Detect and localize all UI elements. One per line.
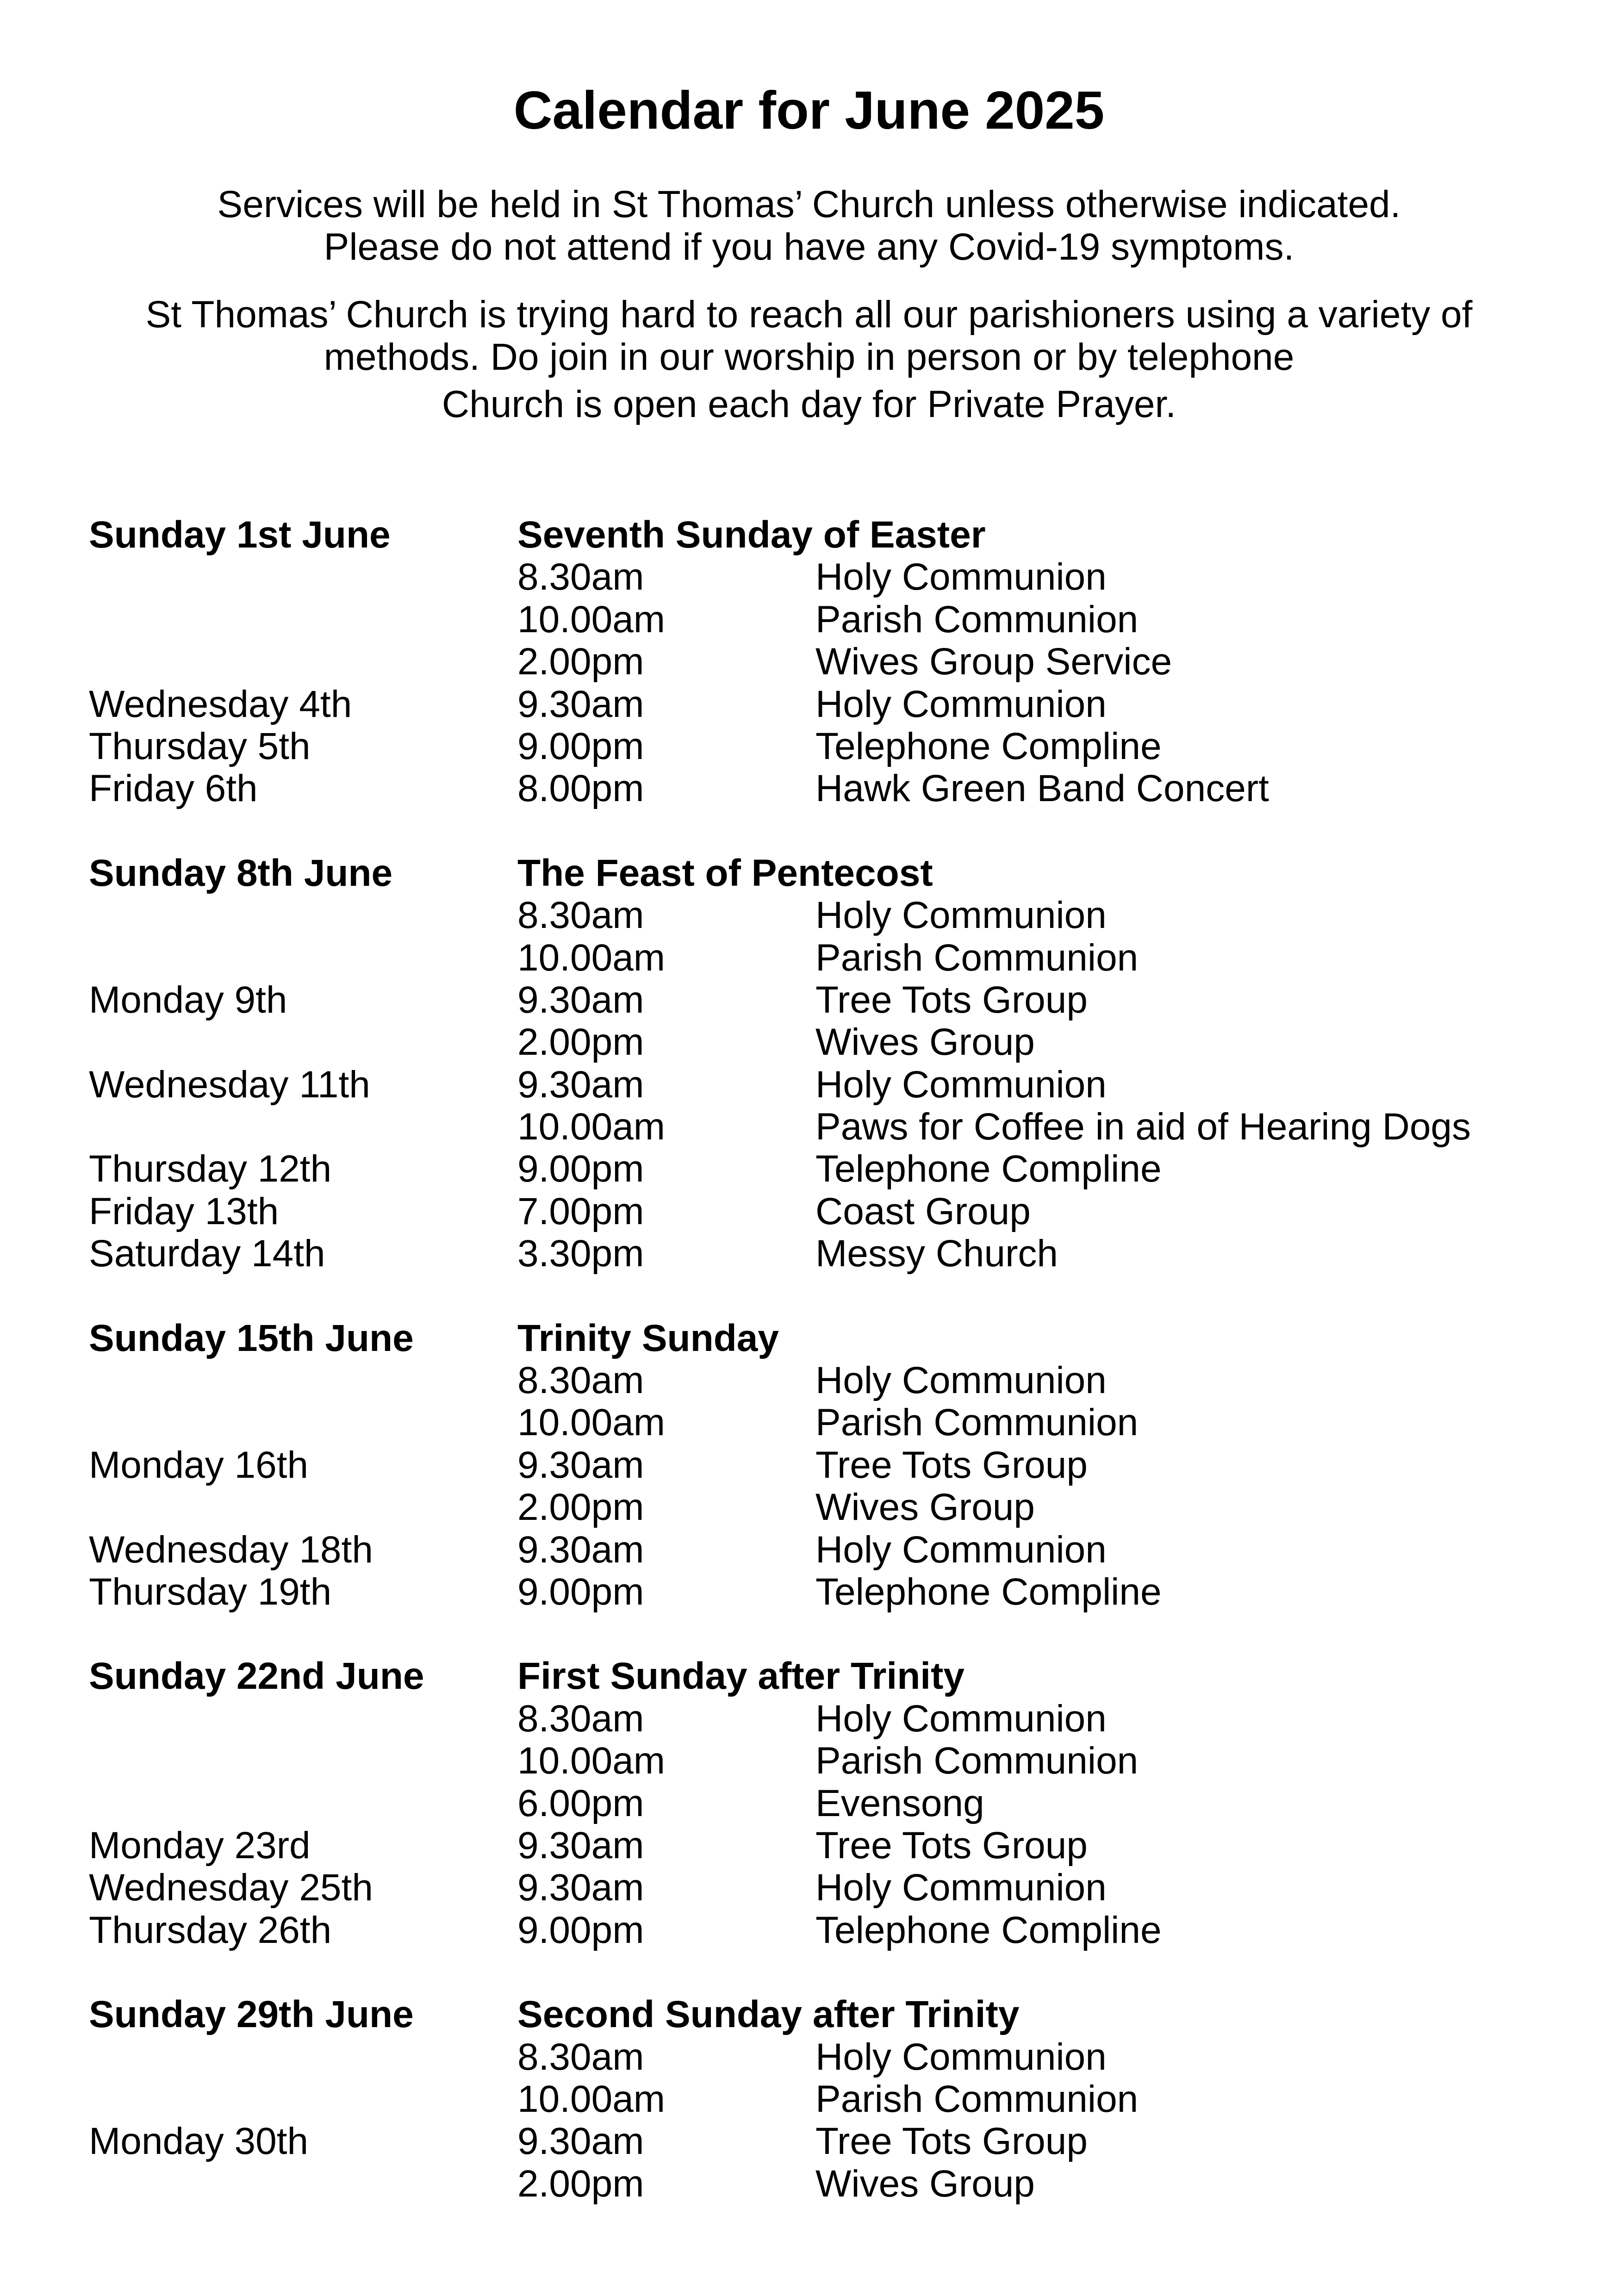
entry-event: Wives Group: [815, 1486, 1035, 1529]
sunday-occasion: The Feast of Pentecost: [517, 852, 933, 894]
entry-event: Parish Communion: [815, 598, 1139, 641]
schedule-row: [89, 1190, 1570, 1232]
schedule-row: [89, 1909, 1570, 1951]
entry-day: Monday 23rd: [89, 1824, 311, 1867]
schedule-row: [89, 556, 1570, 598]
week-block: [89, 1317, 1570, 1613]
entry-event: Tree Tots Group: [815, 2120, 1088, 2163]
sunday-row: [89, 1655, 1570, 1697]
entry-event: Holy Communion: [815, 1359, 1107, 1402]
sunday-row: [89, 1993, 1570, 2035]
schedule-row: [89, 2120, 1570, 2162]
entry-time: 10.00am: [517, 936, 666, 979]
schedule-row: [89, 1740, 1570, 1782]
sunday-occasion: Seventh Sunday of Easter: [517, 514, 986, 556]
entry-time: 9.30am: [517, 2120, 644, 2163]
entry-time: 9.30am: [517, 1444, 644, 1486]
schedule-row: [89, 979, 1570, 1021]
entry-event: Hawk Green Band Concert: [815, 767, 1269, 810]
entry-time: 7.00pm: [517, 1190, 644, 1232]
entry-event: Parish Communion: [815, 1401, 1139, 1444]
page-title: Calendar for June 2025: [513, 80, 1105, 140]
entry-day: Monday 30th: [89, 2120, 309, 2163]
entry-day: Monday 9th: [89, 978, 287, 1021]
entry-event: Holy Communion: [815, 1697, 1107, 1740]
schedule-row: [89, 1824, 1570, 1867]
schedule-row: [89, 1529, 1570, 1571]
entry-event: Tree Tots Group: [815, 1444, 1088, 1486]
schedule-row: [89, 1486, 1570, 1528]
sunday-date: Sunday 1st June: [89, 514, 391, 556]
entry-event: Messy Church: [815, 1232, 1058, 1275]
entry-time: 9.30am: [517, 683, 644, 725]
entry-day: Thursday 19th: [89, 1570, 332, 1613]
schedule-row: [89, 641, 1570, 683]
entry-time: 9.00pm: [517, 1909, 644, 1951]
entry-day: Wednesday 18th: [89, 1528, 373, 1571]
entry-time: 2.00pm: [517, 1021, 644, 1064]
schedule-row: [89, 2163, 1570, 2205]
entry-day: Wednesday 4th: [89, 683, 352, 725]
entry-time: 2.00pm: [517, 2162, 644, 2205]
entry-day: Wednesday 11th: [89, 1063, 370, 1106]
entry-event: Holy Communion: [815, 556, 1107, 598]
entry-time: 8.30am: [517, 1697, 644, 1740]
sunday-occasion: Trinity Sunday: [517, 1317, 779, 1359]
entry-time: 8.30am: [517, 894, 644, 937]
schedule-row: [89, 1232, 1570, 1275]
entry-time: 10.00am: [517, 1106, 666, 1148]
entry-event: Telephone Compline: [815, 1570, 1162, 1613]
entry-time: 8.30am: [517, 2035, 644, 2078]
entry-time: 10.00am: [517, 1740, 666, 1782]
week-block: [89, 1655, 1570, 1951]
sunday-date: Sunday 22nd June: [89, 1655, 424, 1698]
entry-event: Tree Tots Group: [815, 978, 1088, 1021]
entry-time: 8.30am: [517, 556, 644, 598]
entry-event: Paws for Coffee in aid of Hearing Dogs: [815, 1106, 1471, 1148]
entry-time: 9.30am: [517, 1824, 644, 1867]
schedule-row: [89, 1867, 1570, 1909]
schedule-row: [89, 1782, 1570, 1824]
sunday-date: Sunday 8th June: [89, 852, 393, 894]
week-block: [89, 852, 1570, 1275]
entry-day: Thursday 12th: [89, 1148, 332, 1190]
intro-line-private-prayer: Church is open each day for Private Prayer.: [442, 383, 1176, 425]
schedule-row: [89, 1571, 1570, 1613]
entry-event: Telephone Compline: [815, 1909, 1162, 1951]
entry-event: Wives Group Service: [815, 641, 1172, 683]
entry-time: 9.00pm: [517, 1570, 644, 1613]
sunday-row: [89, 1317, 1570, 1359]
entry-time: 10.00am: [517, 2078, 666, 2120]
sunday-occasion: First Sunday after Trinity: [517, 1655, 965, 1698]
entry-time: 9.00pm: [517, 1148, 644, 1190]
intro-line-venue: Services will be held in St Thomas’ Church unless otherwise indicated.: [217, 183, 1401, 225]
entry-day: Thursday 5th: [89, 725, 311, 767]
entry-event: Evensong: [815, 1782, 984, 1824]
service-schedule: [89, 514, 1570, 2205]
sunday-row: [89, 514, 1570, 556]
sunday-row: [89, 852, 1570, 894]
entry-event: Tree Tots Group: [815, 1824, 1088, 1867]
entry-event: Parish Communion: [815, 936, 1139, 979]
entry-event: Holy Communion: [815, 1867, 1107, 1909]
intro-line-outreach: St Thomas’ Church is trying hard to reach all our parishioners using a variety of: [145, 293, 1473, 336]
sunday-date: Sunday 15th June: [89, 1317, 414, 1359]
entry-time: 2.00pm: [517, 1486, 644, 1529]
entry-time: 10.00am: [517, 598, 666, 641]
entry-event: Holy Communion: [815, 894, 1107, 937]
entry-day: Friday 13th: [89, 1190, 279, 1232]
week-block: [89, 514, 1570, 810]
entry-event: Telephone Compline: [815, 725, 1162, 767]
entry-time: 9.00pm: [517, 725, 644, 767]
entry-event: Telephone Compline: [815, 1148, 1162, 1190]
schedule-row: [89, 1359, 1570, 1401]
entry-time: 8.00pm: [517, 767, 644, 810]
schedule-row: [89, 725, 1570, 767]
schedule-row: [89, 767, 1570, 809]
entry-day: Thursday 26th: [89, 1909, 332, 1951]
entry-event: Parish Communion: [815, 2078, 1139, 2120]
entry-event: Wives Group: [815, 1021, 1035, 1064]
entry-event: Wives Group: [815, 2162, 1035, 2205]
schedule-row: [89, 937, 1570, 979]
sunday-date: Sunday 29th June: [89, 1993, 414, 2036]
intro-line-covid: Please do not attend if you have any Covid-19 symptoms.: [324, 226, 1294, 268]
schedule-row: [89, 598, 1570, 641]
entry-day: Wednesday 25th: [89, 1867, 373, 1909]
entry-day: Saturday 14th: [89, 1232, 325, 1275]
schedule-row: [89, 1698, 1570, 1740]
entry-event: Parish Communion: [815, 1740, 1139, 1782]
week-block: [89, 1993, 1570, 2205]
entry-time: 6.00pm: [517, 1782, 644, 1824]
entry-event: Coast Group: [815, 1190, 1031, 1232]
schedule-row: [89, 1444, 1570, 1486]
schedule-row: [89, 1148, 1570, 1190]
entry-time: 2.00pm: [517, 641, 644, 683]
schedule-row: [89, 894, 1570, 936]
schedule-row: [89, 1021, 1570, 1063]
schedule-row: [89, 1401, 1570, 1444]
schedule-row: [89, 2036, 1570, 2078]
entry-time: 9.30am: [517, 1867, 644, 1909]
schedule-row: [89, 1064, 1570, 1106]
entry-time: 9.30am: [517, 1528, 644, 1571]
sunday-occasion: Second Sunday after Trinity: [517, 1993, 1020, 2036]
schedule-row: [89, 683, 1570, 725]
entry-time: 9.30am: [517, 978, 644, 1021]
entry-event: Holy Communion: [815, 683, 1107, 725]
entry-event: Holy Communion: [815, 1528, 1107, 1571]
entry-time: 8.30am: [517, 1359, 644, 1402]
entry-time: 3.30pm: [517, 1232, 644, 1275]
entry-event: Holy Communion: [815, 1063, 1107, 1106]
entry-time: 10.00am: [517, 1401, 666, 1444]
entry-day: Monday 16th: [89, 1444, 309, 1486]
entry-event: Holy Communion: [815, 2035, 1107, 2078]
schedule-row: [89, 1106, 1570, 1148]
schedule-row: [89, 2078, 1570, 2120]
intro-line-methods: methods. Do join in our worship in person or by telephone: [324, 336, 1294, 378]
entry-time: 9.30am: [517, 1063, 644, 1106]
entry-day: Friday 6th: [89, 767, 258, 810]
